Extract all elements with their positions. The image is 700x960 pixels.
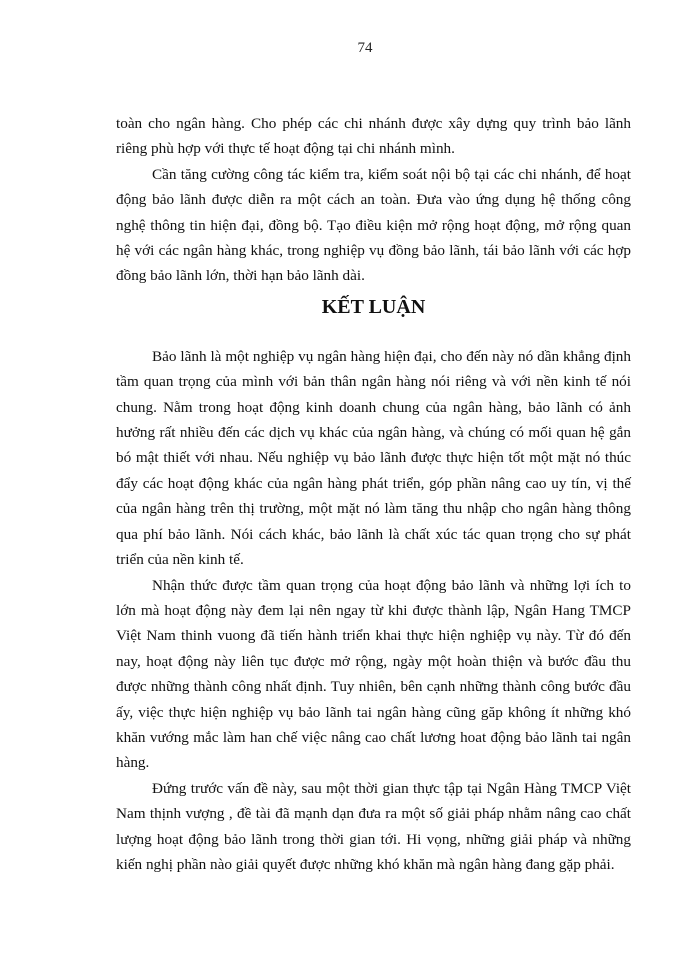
section-heading-conclusion: KẾT LUẬN: [321, 295, 426, 318]
conclusion-paragraph-2: Nhận thức được tầm quan trọng của hoạt động bảo lãnh và những lợi ích to lớn mà hoạt động này đem lại nên ngay từ khi được thành lập, Ngân Hang TMCP Việt Nam thinh vuong đã tiến hành triển khai thực hiện nghiệp vụ này. Từ đó đến nay, hoạt động này liên tục được mở rộng, ngày một hoàn thiện và bước đầu thu được những thành công nhất định. Tuy nhiên, bên cạnh những thành công bước đầu ấy, việc thực hiện nghiệp vụ bảo lãnh tai ngân hàng cũng găp không ít những khó khăn vướng mắc làm han chế việc nâng cao chất lương hoat động bảo lãnh tai ngân hàng.: [116, 576, 631, 772]
document-body: [116, 111, 631, 877]
paragraph-recommendation: Cần tăng cường công tác kiểm tra, kiểm soát nội bộ tại các chi nhánh, để hoạt động bảo lãnh được diễn ra một cách an toàn. Đưa vào ứng dụng hệ thống công nghệ thông tin hiện đại, đồng bộ. Tạo điều kiện mở rộng hoạt động, mở rộng quan hệ với các ngân hàng khác, trong nghiệp vụ đồng bảo lãnh, tái bảo lãnh với các hợp đồng bảo lãnh lớn, thời hạn bảo lãnh dài.: [116, 165, 631, 285]
paragraph-continuation: toàn cho ngân hàng. Cho phép các chi nhánh được xây dựng quy trình bảo lãnh riêng phù hợp với thực tế hoạt động tại chi nhánh mình.: [116, 115, 631, 158]
conclusion-paragraph-3: Đứng trước vấn đề này, sau một thời gian thực tập tại Ngân Hàng TMCP Việt Nam thịnh vượng , đề tài đã mạnh dạn đưa ra một số giải pháp nhằm nâng cao chất lượng hoạt động bảo lãnh trong thời gian tới. Hi vọng, những giải pháp và những kiến nghị phần nào giải quyết được những khó khăn mà ngân hàng đang gặp phải.: [116, 779, 631, 873]
conclusion-paragraph-1: Bảo lãnh là một nghiệp vụ ngân hàng hiện đại, cho đến này nó dần khẳng định tầm quan trọng của mình với bản thân ngân hàng nói riêng và với nền kinh tế nói chung. Nằm trong hoạt động kinh doanh chung của ngân hàng, bảo lãnh có ảnh hưởng rất nhiều đến các dịch vụ khác của ngân hàng, và chúng có mối quan hệ gắn bó mật thiết với nhau. Nếu nghiệp vụ bảo lãnh được thực hiện tốt một mặt nó thúc đẩy các hoạt động khác của ngân hàng phát triển, góp phần nâng cao uy tín, vị thế của ngân hàng trên thị trường, một mặt nó làm tăng thu nhập cho ngân hàng thông qua phí bảo lãnh. Nói cách khác, bảo lãnh là chất xúc tác quan trọng cho sự phát triển của nền kinh tế.: [116, 347, 631, 569]
page-number: 74: [357, 40, 373, 56]
